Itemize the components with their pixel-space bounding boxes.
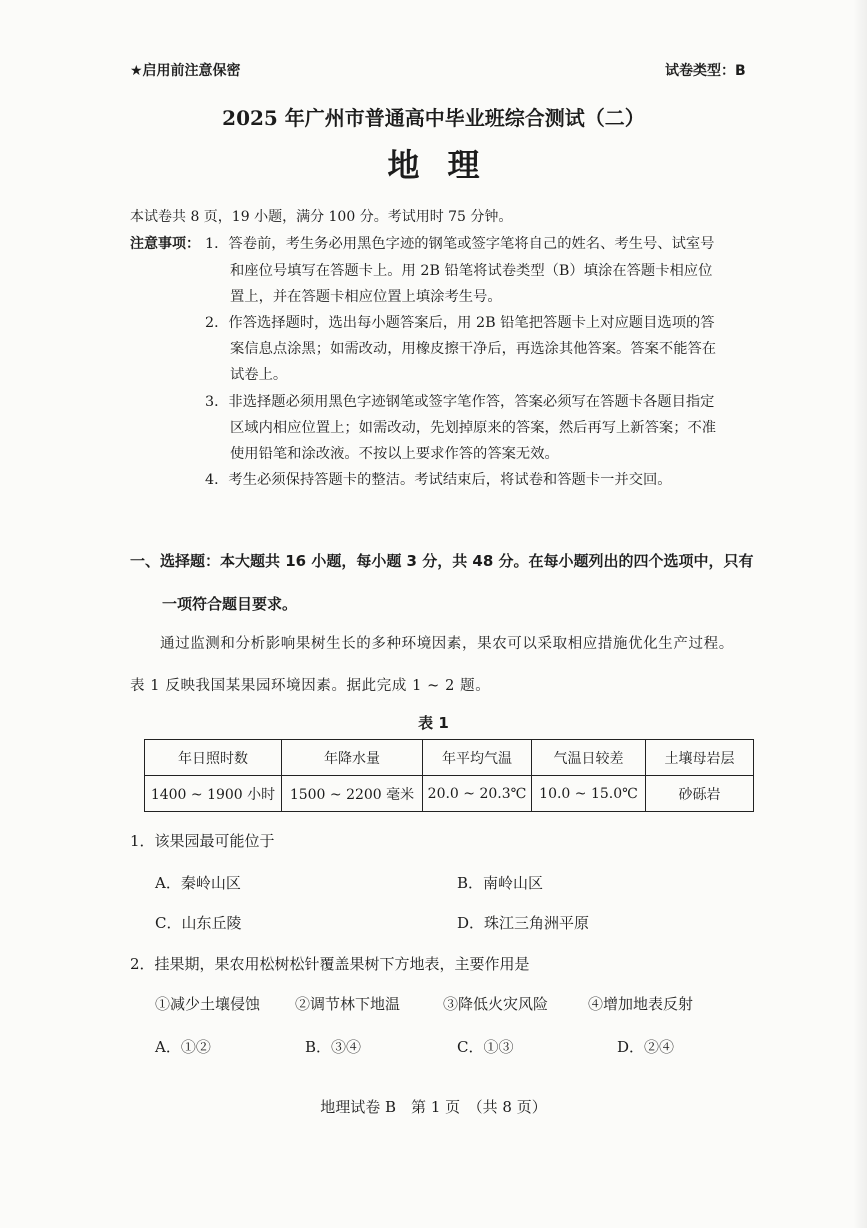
confidential-mark: ★启用前注意保密 bbox=[130, 63, 241, 79]
notice-line: 区域内相应位置上；如需改动，先划掉原来的答案，然后再写上新答案；不准 bbox=[230, 420, 717, 436]
question-2-option-c: C．①③ bbox=[457, 1038, 514, 1056]
question-1-option-c: C．山东丘陵 bbox=[155, 914, 242, 932]
question-2-option-a: A．①② bbox=[155, 1038, 211, 1056]
notice-label: 注意事项： bbox=[130, 236, 200, 252]
table-header-cell: 年降水量 bbox=[282, 740, 423, 776]
question-1-stem: 1．该果园最可能位于 bbox=[130, 832, 275, 850]
table-cell: 10.0 ~ 15.0℃ bbox=[532, 776, 646, 812]
question-2-item: ①减少土壤侵蚀 bbox=[155, 995, 261, 1013]
notice-line: 2．作答选择题时，选出每小题答案后，用 2B 铅笔把答题卡上对应题目选项的答 bbox=[205, 315, 715, 331]
material-text: 表 1 反映我国某果园环境因素。据此完成 1 ~ 2 题。 bbox=[130, 678, 491, 694]
question-1-option-a: A．秦岭山区 bbox=[155, 874, 241, 892]
question-2-option-d: D．②④ bbox=[617, 1038, 675, 1056]
environment-table bbox=[144, 739, 754, 812]
subject-title: 地理 bbox=[387, 146, 508, 184]
table-cell: 20.0 ~ 20.3℃ bbox=[423, 776, 532, 812]
table-header-cell: 土壤母岩层 bbox=[646, 740, 754, 776]
question-1-option-b: B．南岭山区 bbox=[457, 874, 544, 892]
page-footer: 地理试卷 B 第 1 页 （共 8 页） bbox=[320, 1098, 547, 1116]
table-header-row bbox=[145, 740, 754, 776]
table-header-cell: 年平均气温 bbox=[423, 740, 532, 776]
table-cell: 1500 ~ 2200 毫米 bbox=[282, 776, 423, 812]
table-caption: 表 1 bbox=[418, 714, 449, 732]
question-2-item: ③降低火灾风险 bbox=[443, 995, 549, 1013]
notice-line: 使用铅笔和涂改液。不按以上要求作答的答案无效。 bbox=[230, 446, 559, 462]
exam-intro: 本试卷共 8 页，19 小题，满分 100 分。考试用时 75 分钟。 bbox=[130, 209, 513, 225]
table-cell: 砂砾岩 bbox=[646, 776, 754, 812]
question-2-stem: 2．挂果期，果农用松树松针覆盖果树下方地表，主要作用是 bbox=[130, 955, 530, 973]
question-2-item: ②调节林下地温 bbox=[295, 995, 401, 1013]
section-heading-cont: 一项符合题目要求。 bbox=[162, 595, 298, 613]
exam-title: 2025 年广州市普通高中毕业班综合测试（二） bbox=[222, 106, 645, 130]
notice-line: 和座位号填写在答题卡上。用 2B 铅笔将试卷类型（B）填涂在答题卡相应位 bbox=[230, 263, 713, 279]
scan-edge-shadow bbox=[853, 0, 867, 1228]
table-cell: 1400 ~ 1900 小时 bbox=[145, 776, 282, 812]
paper-type: 试卷类型：B bbox=[665, 63, 746, 79]
section-heading: 一、选择题：本大题共 16 小题，每小题 3 分，共 48 分。在每小题列出的四个选项中，只有 bbox=[130, 552, 754, 570]
notice-line: 3．非选择题必须用黑色字迹钢笔或签字笔作答，答案必须写在答题卡各题目指定 bbox=[205, 394, 715, 410]
table-header-cell: 年日照时数 bbox=[145, 740, 282, 776]
notice-line: 试卷上。 bbox=[230, 367, 288, 383]
notice-line: 案信息点涂黑；如需改动，用橡皮擦干净后，再选涂其他答案。答案不能答在 bbox=[230, 341, 717, 357]
notice-line: 4．考生必须保持答题卡的整洁。考试结束后，将试卷和答题卡一并交回。 bbox=[205, 472, 672, 488]
table-header-cell: 气温日较差 bbox=[532, 740, 646, 776]
table-row bbox=[145, 776, 754, 812]
question-2-option-b: B．③④ bbox=[305, 1038, 362, 1056]
question-2-item: ④增加地表反射 bbox=[588, 995, 694, 1013]
notice-line: 置上，并在答题卡相应位置上填涂考生号。 bbox=[230, 289, 502, 305]
question-1-option-d: D．珠江三角洲平原 bbox=[457, 914, 590, 932]
material-text: 通过监测和分析影响果树生长的多种环境因素，果农可以采取相应措施优化生产过程。 bbox=[160, 636, 734, 652]
notice-line: 1．答卷前，考生务必用黑色字迹的钢笔或签字笔将自己的姓名、考生号、试室号 bbox=[205, 236, 715, 252]
